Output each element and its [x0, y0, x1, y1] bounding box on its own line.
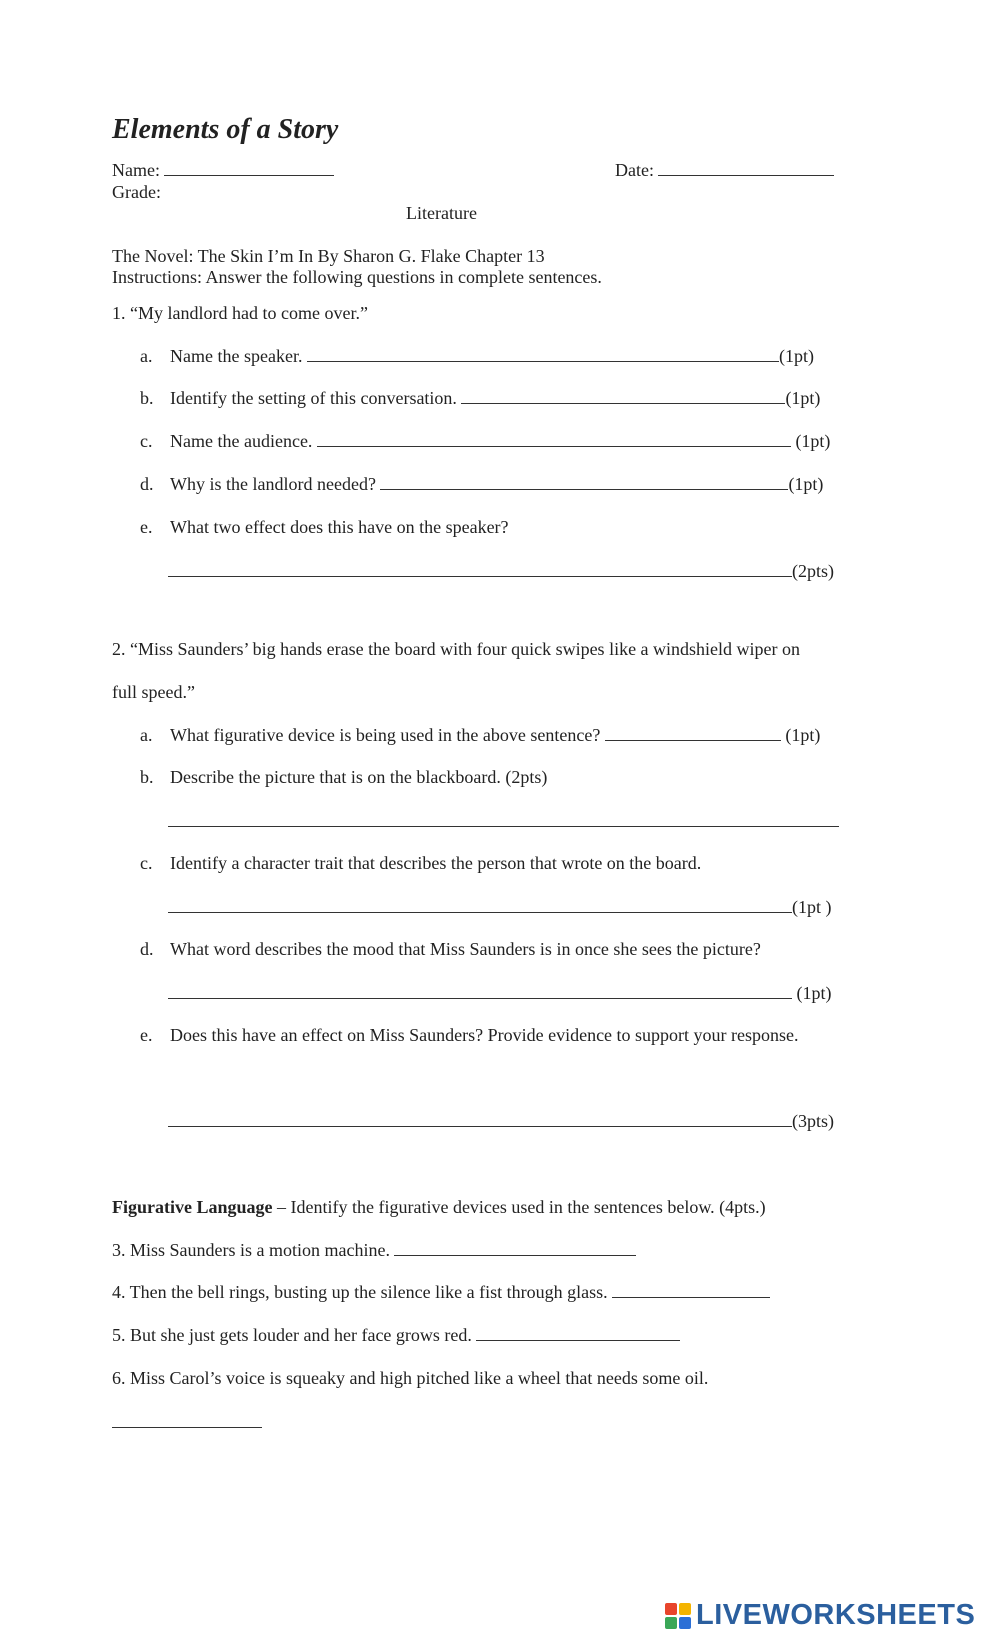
- subject-label: Literature: [406, 203, 477, 223]
- logo-square-green: [665, 1617, 677, 1629]
- answer-line[interactable]: [394, 1255, 636, 1256]
- logo-square-yellow: [679, 1603, 691, 1615]
- sentence-text: 4. Then the bell rings, busting up the silence like a fist through glass.: [112, 1282, 608, 1302]
- item-text: Describe the picture that is on the blackboard. (2pts): [170, 767, 548, 787]
- item-label: c.: [140, 853, 153, 873]
- q1-item-e-answer: [168, 561, 834, 582]
- q1-item-b: [140, 388, 820, 409]
- figurative-sentence-6-answer: [112, 1412, 262, 1433]
- points: (1pt): [778, 346, 814, 366]
- item-text: Identify a character trait that describes the person that wrote on the board.: [170, 853, 702, 873]
- liveworksheets-logo: [665, 1599, 975, 1632]
- item-label: b.: [140, 388, 154, 408]
- points: (1pt): [796, 983, 832, 1003]
- q2-item-d-answer: [168, 983, 832, 1004]
- item-label: c.: [140, 431, 153, 451]
- sentence-text: 3. Miss Saunders is a motion machine.: [112, 1240, 390, 1260]
- instructions: Instructions: Answer the following questions in complete sentences.: [112, 267, 602, 287]
- item-text: What figurative device is being used in the above sentence?: [170, 725, 601, 745]
- answer-line[interactable]: [380, 489, 788, 490]
- logo-text: LIVEWORKSHEETS: [696, 1599, 976, 1631]
- q2-item-d: [140, 939, 761, 960]
- figurative-intro: – Identify the figurative devices used in the sentences below. (4pts.): [272, 1197, 766, 1217]
- q2-item-b-answer: [168, 811, 839, 832]
- logo-square-blue: [679, 1617, 691, 1629]
- answer-line[interactable]: [168, 1126, 792, 1127]
- q2-item-e: [140, 1025, 799, 1046]
- answer-line[interactable]: [168, 912, 792, 913]
- item-text: Name the audience.: [170, 431, 313, 451]
- figurative-sentence-5: [112, 1325, 680, 1346]
- answer-line[interactable]: [168, 998, 792, 999]
- figurative-heading: Figurative Language: [112, 1197, 273, 1217]
- q2-item-e-answer: [168, 1111, 834, 1132]
- answer-line[interactable]: [168, 576, 792, 577]
- answer-line[interactable]: [612, 1297, 770, 1298]
- q1-item-c: [140, 431, 830, 452]
- name-label: Name:: [112, 160, 160, 180]
- figurative-sentence-6: 6. Miss Carol’s voice is squeaky and high pitched like a wheel that needs some oil.: [112, 1368, 709, 1388]
- points: (1pt): [785, 725, 821, 745]
- item-label: e.: [140, 1025, 153, 1045]
- logo-square-red: [665, 1603, 677, 1615]
- answer-line[interactable]: [168, 826, 839, 827]
- item-label: e.: [140, 517, 153, 537]
- answer-line[interactable]: [307, 361, 779, 362]
- item-label: d.: [140, 474, 154, 494]
- points: (1pt ): [792, 897, 832, 917]
- liveworksheets-icon: [665, 1603, 691, 1629]
- q2-item-c: [140, 853, 701, 874]
- date-input-line[interactable]: [658, 175, 834, 176]
- q1-item-a: [140, 346, 814, 367]
- name-row: [112, 160, 334, 181]
- answer-line[interactable]: [476, 1340, 680, 1341]
- q2-quote-line2: full speed.”: [112, 682, 195, 702]
- item-label: a.: [140, 725, 153, 745]
- answer-line[interactable]: [112, 1427, 262, 1428]
- q1-item-e: [140, 517, 509, 538]
- date-label: Date:: [615, 160, 654, 180]
- answer-line[interactable]: [461, 403, 785, 404]
- item-label: a.: [140, 346, 153, 366]
- grade-label: Grade:: [112, 182, 161, 202]
- item-label: d.: [140, 939, 154, 959]
- item-text: What word describes the mood that Miss Saunders is in once she sees the picture?: [170, 939, 761, 959]
- figurative-sentence-3: [112, 1240, 636, 1261]
- sentence-text: 5. But she just gets louder and her face grows red.: [112, 1325, 472, 1345]
- q2-item-b: [140, 767, 547, 788]
- q1-quote: 1. “My landlord had to come over.”: [112, 303, 368, 323]
- q2-item-c-answer: [168, 897, 832, 918]
- figurative-heading-row: [112, 1197, 766, 1218]
- item-text: Name the speaker.: [170, 346, 303, 366]
- answer-line[interactable]: [605, 740, 781, 741]
- answer-line[interactable]: [317, 446, 791, 447]
- points: (2pts): [792, 561, 834, 581]
- item-text: What two effect does this have on the speaker?: [170, 517, 509, 537]
- q2-quote-line1: 2. “Miss Saunders’ big hands erase the board with four quick swipes like a windshield wiper on: [112, 639, 801, 659]
- q1-item-d: [140, 474, 823, 495]
- item-text: Why is the landlord needed?: [170, 474, 376, 494]
- item-text: Does this have an effect on Miss Saunders? Provide evidence to support your response.: [170, 1025, 799, 1045]
- item-label: b.: [140, 767, 154, 787]
- q2-item-a: [140, 725, 820, 746]
- points: (3pts): [792, 1111, 834, 1131]
- worksheet-title: Elements of a Story: [112, 114, 339, 145]
- figurative-sentence-4: [112, 1282, 770, 1303]
- points: (1pt): [785, 388, 821, 408]
- name-input-line[interactable]: [164, 175, 334, 176]
- novel-line: The Novel: The Skin I’m In By Sharon G. Flake Chapter 13: [112, 246, 545, 266]
- points: (1pt): [795, 431, 831, 451]
- points: (1pt): [788, 474, 824, 494]
- date-row: [615, 160, 834, 181]
- item-text: Identify the setting of this conversation.: [170, 388, 457, 408]
